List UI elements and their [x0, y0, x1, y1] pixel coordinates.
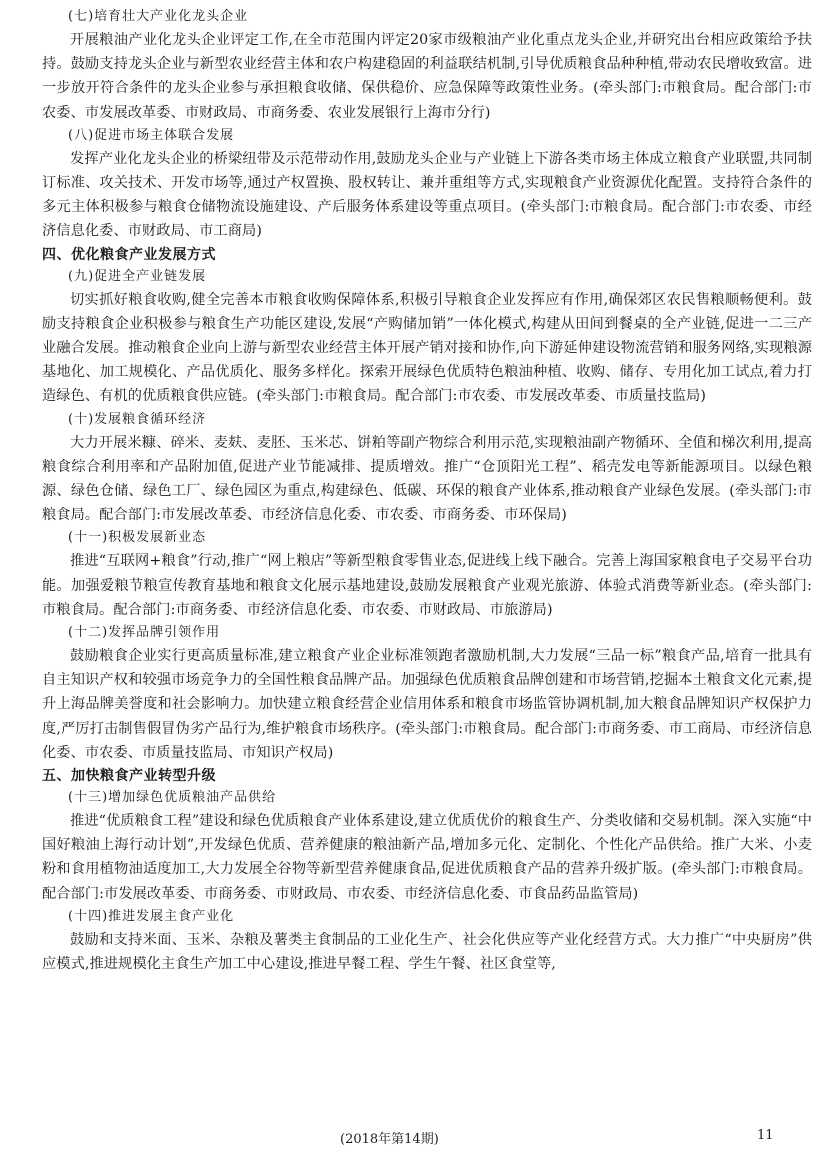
- paragraph: 大力开展米糠、碎米、麦麸、麦胚、玉米芯、饼粕等副产物综合利用示范,实现粮油副产物循环、全值和梯次利用,提高粮食综合利用率和产品附加值,促进产业节能减排、提质增效。推广“仓顶阳光工程”、稻壳发电等新能源项目。以绿色粮源、绿色仓储、绿色工厂、绿色园区为重点,构建绿色、低碳、环保的粮食产业体系,推动粮食产业绿色发展。(牵头部门:市粮食局。配合部门:市发展改革委、市经济信息化委、市农委、市商务委、市环保局): [42, 434, 812, 524]
- section-heading: 五、加快粮食产业转型升级: [42, 768, 216, 785]
- subsection-heading: (八)促进市场主体联合发展: [68, 127, 235, 143]
- subsection-heading: (七)培育壮大产业化龙头企业: [68, 9, 249, 24]
- document-page: [42, 6, 812, 1126]
- paragraph: 切实抓好粮食收购,健全完善本市粮食收购保障体系,积极引导粮食企业发挥应有作用,确保郊区农民售粮顺畅便利。鼓励支持粮食企业积极参与粮食生产功能区建设,发展“产购储加销”一体化模式,构建从田间到餐桌的全产业链,促进一二三产业融合发展。推动粮食企业向上游与新型农业经营主体开展产销对接和协作,向下游延伸建设物流营销和服务网络,实现粮源基地化、加工规模化、产品优质化、服务多样化。探索开展绿色优质特色粮油种植、收购、储存、专用化加工试点,着力打造绿色、有机的优质粮食供应链。(牵头部门:市粮食局。配合部门:市农委、市发展改革委、市质量技监局): [42, 291, 812, 405]
- subsection-heading: (九)促进全产业链发展: [68, 268, 207, 284]
- paragraph: 鼓励粮食企业实行更高质量标准,建立粮食产业企业标准领跑者激励机制,大力发展“三品一标”粮食产品,培育一批具有自主知识产权和较强市场竞争力的全国性粮食品牌产品。加强绿色优质粮食品牌创建和市场营销,挖掘本土粮食文化元素,提升上海品牌美誉度和社会影响力。加快建立粮食经营企业信用体系和粮食市场监管协调机制,加大粮食品牌知识产权保护力度,严厉打击制售假冒伪劣产品行为,维护粮食市场秩序。(牵头部门:市粮食局。配合部门:市商务委、市工商局、市经济信息化委、市农委、市质量技监局、市知识产权局): [42, 648, 812, 761]
- page-footer: [0, 1128, 827, 1152]
- paragraph: 发挥产业化龙头企业的桥梁纽带及示范带动作用,鼓励龙头企业与产业链上下游各类市场主体成立粮食产业联盟,共同制订标准、攻关技术、开发市场等,通过产权置换、股权转让、兼并重组等方式,实现粮食产业资源优化配置。支持符合条件的多元主体积极参与粮食仓储物流设施建设、产后服务体系建设等重点项目。(牵头部门:市粮食局。配合部门:市农委、市经济信息化委、市财政局、市工商局): [42, 150, 812, 240]
- paragraph: 开展粮油产业化龙头企业评定工作,在全市范围内评定20家市级粮油产业化重点龙头企业,并研究出台相应政策给予扶持。鼓励支持龙头企业与新型农业经营主体和农户构建稳固的利益联结机制,引导优质粮食品种种植,带动农民增收致富。进一步放开符合条件的龙头企业参与承担粮食收储、保供稳价、应急保障等政策性业务。(牵头部门:市粮食局。配合部门:市农委、市发展改革委、市财政局、市商务委、农业发展银行上海市分行): [42, 32, 812, 121]
- subsection-heading: (十一)积极发展新业态: [68, 530, 207, 546]
- issue-label: (2018年第14期): [340, 1132, 439, 1147]
- subsection-heading: (十)发展粮食循环经济: [68, 411, 207, 427]
- document-body: [42, 6, 812, 976]
- subsection-heading: (十四)推进发展主食产业化: [68, 908, 235, 924]
- paragraph: 推进“优质粮食工程”建设和绿色优质粮食产业体系建设,建立优质优价的粮食生产、分类收储和交易机制。深入实施“中国好粮油上海行动计划”,开发绿色优质、营养健康的粮油新产品,增加多元化、定制化、个性化产品供给。推广大米、小麦粉和食用植物油适度加工,大力发展全谷物等新型营养健康食品,促进优质粮食产品的营养升级扩版。(牵头部门:市粮食局。配合部门:市发展改革委、市商务委、市财政局、市农委、市经济信息化委、市食品药品监管局): [42, 813, 812, 902]
- paragraph: 推进“互联网+粮食”行动,推广“网上粮店”等新型粮食零售业态,促进线上线下融合。完善上海国家粮食电子交易平台功能。加强爱粮节粮宣传教育基地和粮食文化展示基地建设,鼓励发展粮食产业观光旅游、体验式消费等新业态。(牵头部门:市粮食局。配合部门:市商务委、市经济信息化委、市农委、市财政局、市旅游局): [42, 553, 812, 618]
- subsection-heading: (十三)增加绿色优质粮油产品供给: [68, 790, 277, 806]
- paragraph: 鼓励和支持米面、玉米、杂粮及薯类主食制品的工业化生产、社会化供应等产业化经营方式。大力推广“中央厨房”供应模式,推进规模化主食生产加工中心建设,推进早餐工程、学生午餐、社区食堂等,: [42, 931, 812, 973]
- page-number: 11: [757, 1128, 774, 1143]
- section-heading: 四、优化粮食产业发展方式: [42, 246, 216, 263]
- subsection-heading: (十二)发挥品牌引领作用: [68, 625, 221, 641]
